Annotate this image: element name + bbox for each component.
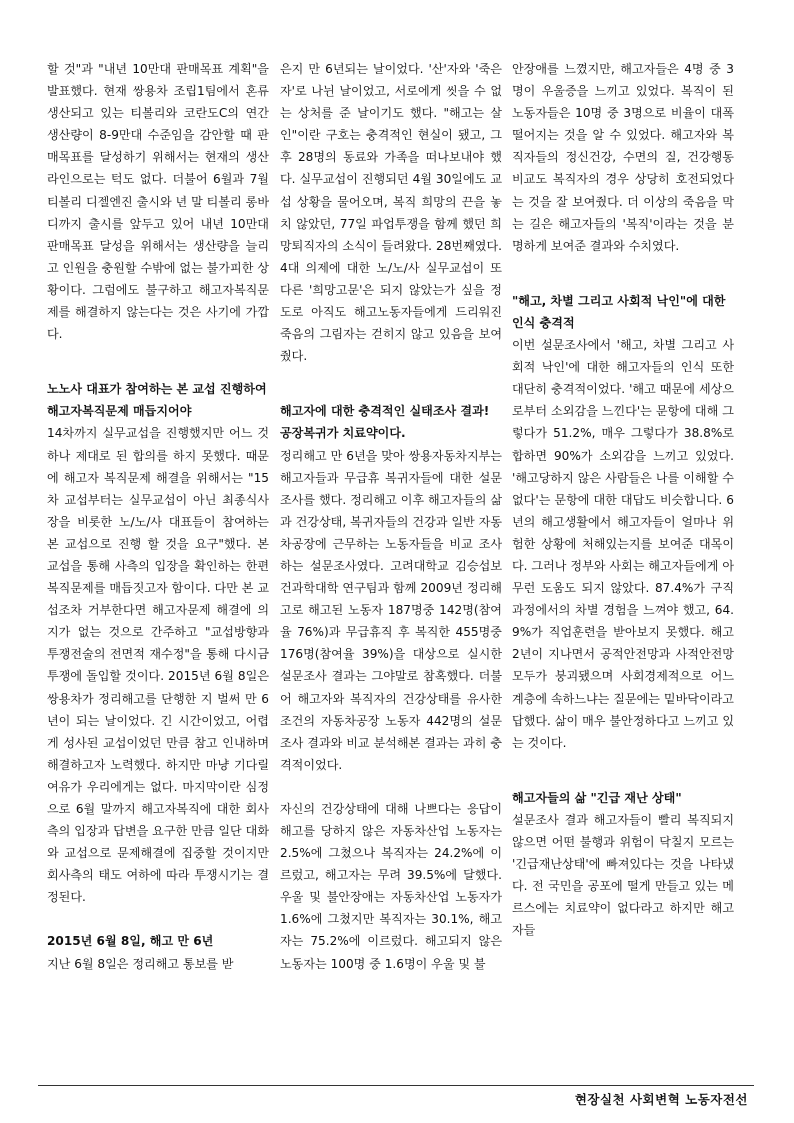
column-3 (512, 58, 734, 941)
section-heading: 노노사 대표가 참여하는 본 교섭 진행하여 해고자복직문제 매듭지어야 (47, 382, 267, 419)
paragraph: 안장애를 느꼈지만, 해고자들은 4명 중 3명이 우울증을 느끼고 있었다. 복직이 된 노동자들은 10명 중 3명으로 비율이 대폭 떨어지는 것을 알 수 있었다. 해고자와 복직자들의 정신건강, 수면의 질, 건강행동 비교도 복직자의 경우 상당히 호전되었다는 것을 잘 보여줬다. 더 이상의 죽음을 막는 길은 해고자들의 '복직'이라는 것을 분명하게 보여준 결과와 수치였다. (512, 62, 734, 253)
paragraph: 정리해고 만 6년을 맞아 쌍용자동차지부는 해고자들과 무급휴 복귀자들에 대한 설문조사를 했다. 정리해고 이후 해고자들의 삶과 건강상태, 복귀자들의 건강과 일반 자동차공장에 근무하는 노동자들을 비교 조사하는 설문조사였다. 고려대학교 김승섭보건과학대학 연구팀과 함께 2009년 정리해고로 해고된 노동자 187명중 142명(참여율 76%)과 무급휴직 후 복직한 455명중 176명(참여율 39%)을 대상으로 실시한 설문조사 결과는 그야말로 참혹했다. 더불어 해고자와 복직자의 건강상태를 유사한 조건의 자동차공장 노동자 442명의 설문조사 결과와 비교 분석해본 결과는 과히 충격적이었다. (280, 448, 502, 772)
section-heading: 해고자들의 삶 "긴급 재난 상태" (512, 790, 682, 805)
section-heading: 2015년 6월 8일, 해고 만 6년 (47, 934, 214, 949)
paragraph: 14차까지 실무교섭을 진행했지만 어느 것 하나 제대로 된 합의를 하지 못했다. 때문에 해고자 복직문제 해결을 위해서는 "15차 교섭부터는 실무교섭이 아닌 최종식사장을 비롯한 노/노/사 대표들이 참여하는 본 교섭으로 진행 할 것을 요구"했다. 본 교섭을 통해 사측의 입장을 확인하는 한편 복직문제를 매듭짓고자 함이다. 다만 본 교섭조차 거부한다면 해고자문제 해결에 의지가 없는 것으로 간주하고 "교섭방향과 투쟁전술의 전면적 재수정"을 통해 다시금 투쟁에 돌입할 것이다. 2015년 6월 8일은 쌍용차가 정리해고를 단행한 지 벌써 만 6년이 되는 날이었다. 긴 시간이었고, 어렵게 성사된 교섭이었던 만큼 참고 인내하며 해결하고자 노력했다. 하지만 마냥 기다릴 여유가 우리에게는 없다. 마지막이란 심정으로 6월 말까지 해고자복직에 대한 회사측의 입장과 답변을 요구한 만큼 일단 대화와 교섭으로 문제해결에 집중할 것이지만 회사측의 태도 여하에 따라 투쟁시기는 결정된다. (47, 426, 269, 905)
section-heading: "해고, 차별 그리고 사회적 낙인"에 대한 인식 충격적 (512, 293, 726, 330)
paragraph: 설문조사 결과 해고자들이 빨리 복직되지 않으면 어떤 불행과 위험이 닥칠지 모르는 '긴급재난상태'에 빠져있다는 것을 나타냈다. 전 국민을 공포에 떨게 만들고 있는 메르스에는 치료약이 없다라고 하지만 해고자들 (512, 812, 734, 938)
paragraph: 할 것"과 "내년 10만대 판매목표 계획"을 발표했다. 현재 쌍용차 조립1팀에서 혼류 생산되고 있는 티볼리와 코란도C의 연간 생산량이 8-9만대 수준임을 감안할 때 판매목표를 달성하기 위해서는 현재의 생산라인으로는 턱도 없다. 더불어 6월과 7월 티볼리 디젤엔진 출시와 년 말 티볼리 롱바디까지 출시를 앞두고 있어 내년 10만대 판매목표 달성을 위해서는 생산량을 늘리고 인원을 충원할 수밖에 없는 불가피한 상황이다. 그럼에도 불구하고 해고자복직문제를 해결하지 않는다는 것은 사기에 가깝다. (47, 62, 269, 342)
paragraph: 지난 6월 8일은 정리해고 통보를 받 (47, 956, 234, 971)
paragraph: 이번 설문조사에서 '해고, 차별 그리고 사회적 낙인'에 대한 해고자들의 인식 또한 대단히 충격적이었다. '해고 때문에 세상으로부터 소외감을 느낀다'는 문항에 대해 그렇다가 51.2%, 매우 그렇다가 38.8%로 합하면 90%가 소외감을 느끼고 있었다. '해고당하지 않은 사람들은 나를 이해할 수 없다'는 문항에 대한 대답도 비슷합니다. 6년의 해고생활에서 해고자들이 얼마나 위험한 상황에 처해있는지를 보여준 대목이다. 그러나 정부와 사회는 해고자들에게 아무런 도움도 되지 않았다. 87.4%가 구직 과정에서의 차별 경험을 느껴야 했고, 64.9%가 직업훈련을 받아보지 못했다. 해고 2년이 지나면서 공적안전망과 사적안전망 모두가 붕괴됐으며 사회경제적으로 어느 계층에 속하느냐는 질문에는 밑바닥이라고 답했다. 삶이 매우 불안정하다고 느끼고 있는 것이다. (512, 338, 734, 750)
paragraph: 자신의 건강상태에 대해 나쁘다는 응답이 해고를 당하지 않은 자동차산업 노동자는 2.5%에 그쳤으나 복직자는 24.2%에 이르렀고, 해고자는 무려 39.5%에 달했다. 우울 및 불안장애는 자동차산업 노동자가 1.6%에 그쳤지만 복직자는 30.1%, 해고자는 75.2%에 이르렀다. 해고되지 않은 노동자는 100명 중 1.6명이 우울 및 불 (280, 801, 502, 971)
paragraph: 은지 만 6년되는 날이었다. '산'자와 '죽은 자'로 나뉜 날이었고, 서로에게 씻을 수 없는 상처를 준 날이기도 했다. "해고는 살인"이란 구호는 충격적인 현실이 됐고, 그 후 28명의 동료와 가족을 떠나보내야 했다. 실무교섭이 진행되던 4월 30일에도 교섭 상황을 물어오며, 복직 희망의 끈을 놓치 않았던, 77일 파업투쟁을 함께 했던 희망퇴직자의 소식이 들려왔다. 28번째였다. 4대 의제에 대한 노/노/사 실무교섭이 또 다른 '희망고문'은 되지 않았는가 싶을 정도로 아직도 해고노동자들에게 드리워진 죽음의 그림자는 걷히지 않고 있음을 보여줬다. (280, 62, 502, 364)
column-2 (280, 58, 502, 975)
section-heading: 해고자에 대한 충격적인 실태조사 결과! 공장복귀가 치료약이다. (280, 404, 490, 441)
footer-publisher: 현장실천 사회변혁 노동자전선 (574, 1092, 748, 1107)
column-1 (47, 58, 269, 975)
footer-divider (38, 1085, 754, 1086)
